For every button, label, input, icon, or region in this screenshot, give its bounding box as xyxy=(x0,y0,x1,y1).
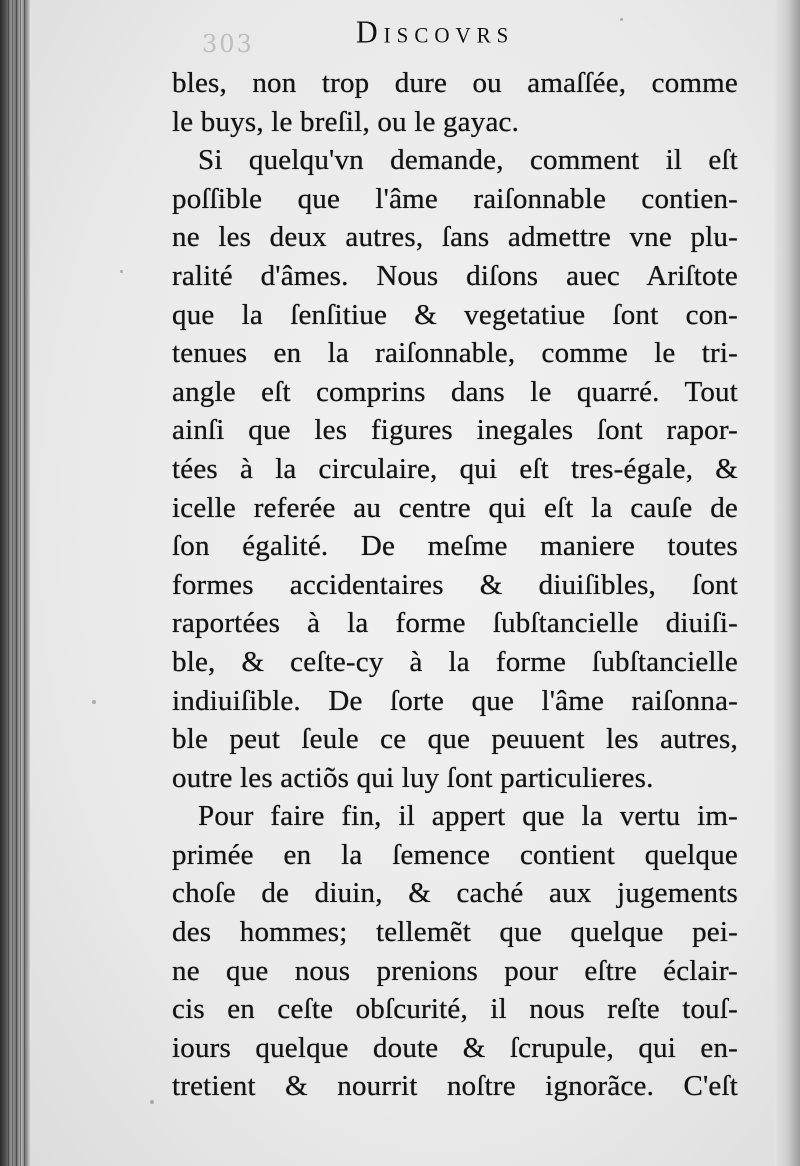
text-line: angle eſt comprins dans le quarré. Tout xyxy=(172,375,738,408)
paper-speck xyxy=(92,700,96,704)
text-line: ne que nous prenions pour eſtre éclair- xyxy=(172,954,738,987)
binding-page-edges xyxy=(8,0,28,1166)
text-line: que la ſenſitiue & vegetatiue ſont con- xyxy=(172,298,738,331)
text-line: bles, non trop dure ou amaſſée, comme xyxy=(172,67,738,99)
paper-speck xyxy=(120,270,123,273)
text-line: ble, & ceſte-cy à la forme ſubſtancielle xyxy=(172,645,738,678)
right-page-edge xyxy=(774,0,800,1166)
text-line: ralité d'âmes. Nous diſons auec Ariſtote xyxy=(172,259,738,292)
text-line: ainſi que les figures inegales ſont rapor- xyxy=(172,414,738,447)
text-line: outre les actiõs qui luy ſont particulieres. xyxy=(172,761,654,794)
text-line: le buys, le breſil, ou le gayac. xyxy=(172,105,520,138)
running-head: Discovrs xyxy=(356,15,515,50)
text-line: ble peut ſeule ce que peuuent les autres, xyxy=(172,723,738,756)
body-text xyxy=(172,64,738,1106)
ghost-folio-number: 303 xyxy=(202,30,254,58)
text-line: ne les deux autres, ſans admettre vne plu- xyxy=(172,221,738,254)
text-line: cis en ceſte obſcurité, il nous reſte touſ- xyxy=(172,993,738,1026)
text-line: iours quelque doute & ſcrupule, qui en- xyxy=(172,1031,738,1064)
text-line: indiuiſible. De ſorte que l'âme raiſonna- xyxy=(172,684,738,717)
text-line: formes accidentaires & diuiſibles, ſont xyxy=(172,568,738,601)
text-line: tretient & nourrit noſtre ignorãce. C'eſt xyxy=(172,1070,738,1103)
text-line: primée en la ſemence contient quelque xyxy=(172,838,738,871)
paper-speck xyxy=(150,1100,154,1104)
text-line: ſon égalité. De meſme maniere toutes xyxy=(172,530,738,563)
text-line: des hommes; tellemẽt que quelque pei- xyxy=(172,916,738,949)
text-line: Si quelqu'vn demande, comment il eſt xyxy=(198,144,738,177)
text-line: tées à la circulaire, qui eſt tres-égale, & xyxy=(172,452,738,485)
text-line: Pour faire fin, il appert que la vertu im- xyxy=(198,800,738,833)
text-line: icelle referée au centre qui eſt la cauſe de xyxy=(172,491,738,524)
paper-speck xyxy=(620,18,623,21)
text-line: tenues en la raiſonnable, comme le tri- xyxy=(172,337,738,370)
text-line: choſe de diuin, & caché aux jugements xyxy=(172,877,738,910)
text-line: raportées à la forme ſubſtancielle diuiſi- xyxy=(172,607,738,640)
text-line: poſſible que l'âme raiſonnable contien- xyxy=(172,182,738,215)
